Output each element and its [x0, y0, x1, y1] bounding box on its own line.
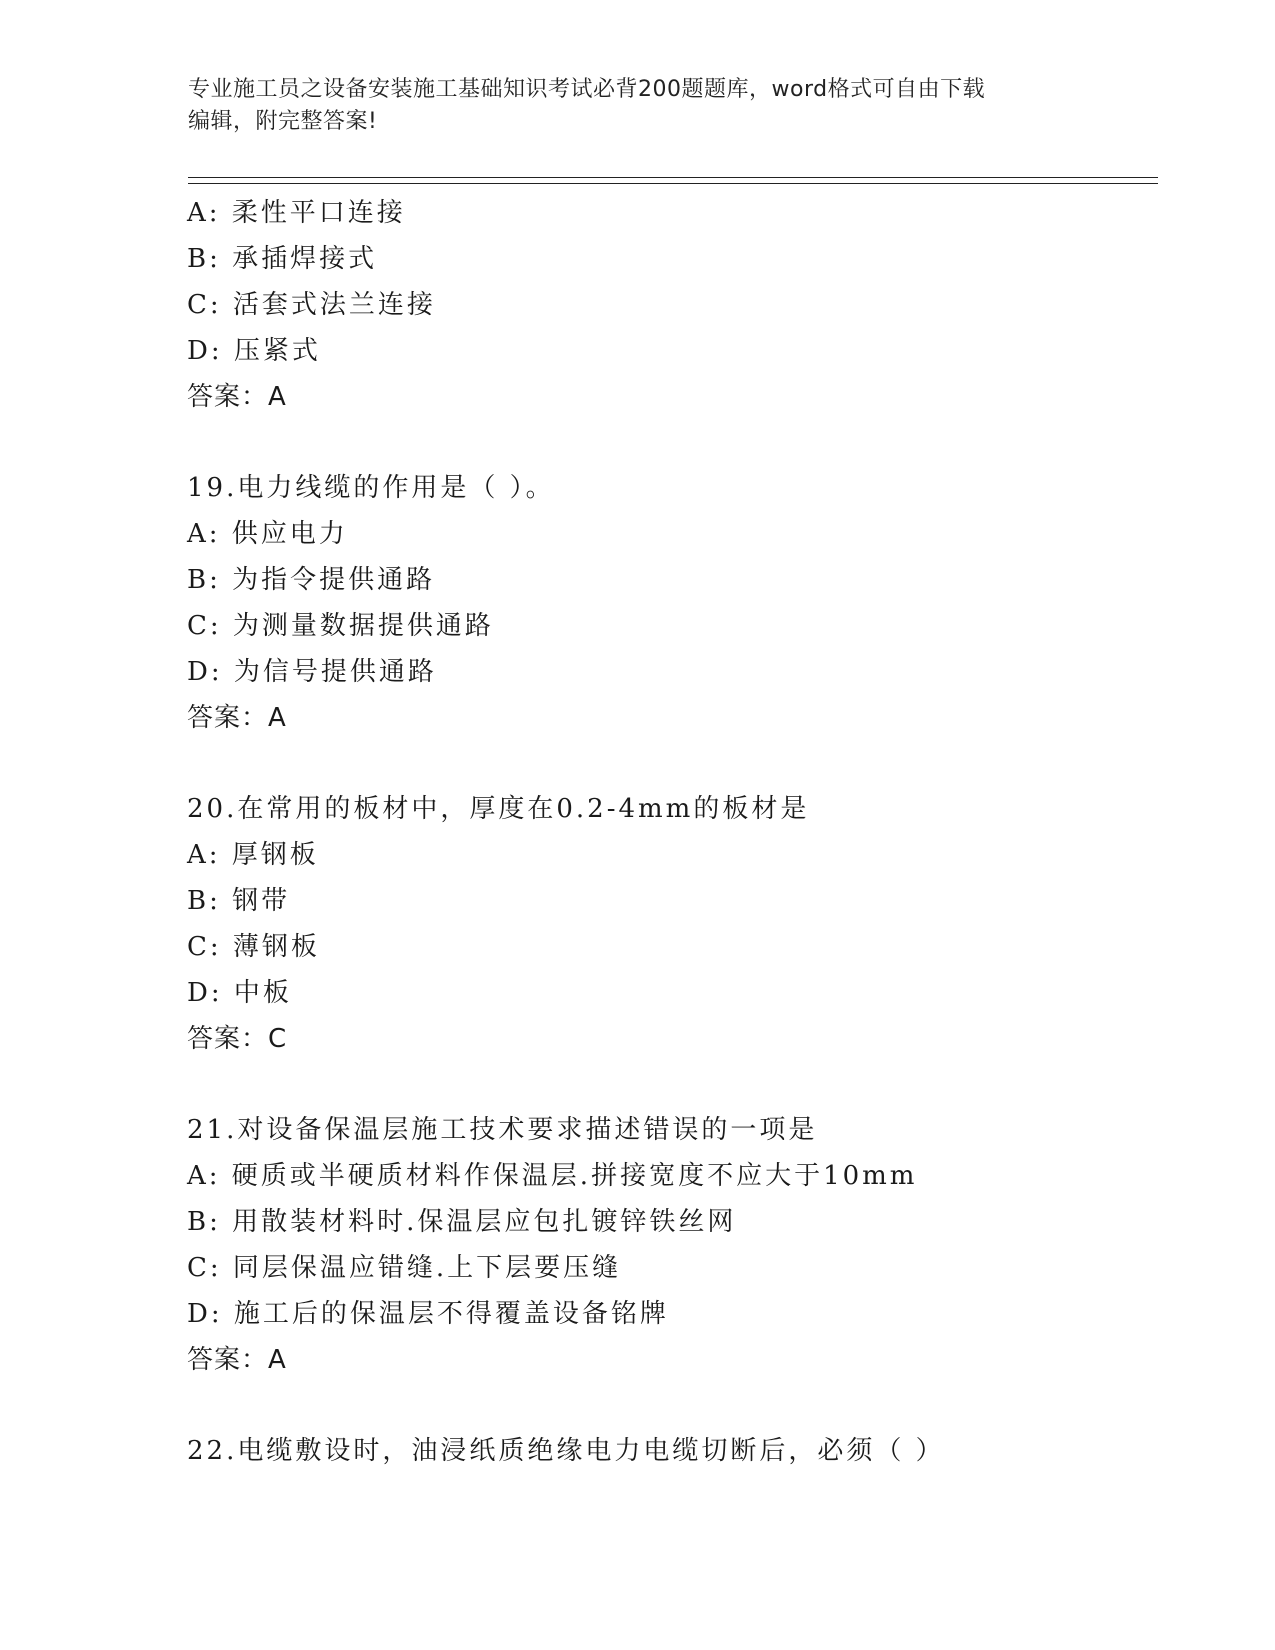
- option-c: C: 同层保温应错缝.上下层要压缝: [187, 1253, 622, 1283]
- option-a: A: 硬质或半硬质材料作保温层.拼接宽度不应大于10mm: [187, 1161, 918, 1191]
- option-b: B: 钢带: [187, 886, 291, 916]
- option-a: A: 柔性平口连接: [187, 198, 406, 228]
- question-18: [187, 190, 1187, 420]
- question-content: [187, 190, 1187, 1474]
- question-22: [187, 1428, 1187, 1474]
- header-title-line-1: 专业施工员之设备安装施工基础知识考试必背200题题库，word格式可自由下载: [188, 77, 986, 102]
- header-divider-top: [188, 177, 1158, 178]
- option-a: A: 供应电力: [187, 519, 348, 549]
- option-c: C: 活套式法兰连接: [187, 290, 436, 320]
- document-header: [188, 74, 1088, 138]
- option-a: A: 厚钢板: [187, 840, 319, 870]
- option-d: D: 压紧式: [187, 336, 321, 366]
- question-21: [187, 1107, 1187, 1383]
- option-b: B: 用散装材料时.保温层应包扎镀锌铁丝网: [187, 1207, 737, 1237]
- question-19: [187, 465, 1187, 741]
- question-text: 21.对设备保温层施工技术要求描述错误的一项是: [187, 1115, 818, 1145]
- header-divider-bottom: [188, 183, 1158, 184]
- answer-line: 答案：A: [187, 703, 287, 733]
- option-b: B: 为指令提供通路: [187, 565, 436, 595]
- option-d: D: 为信号提供通路: [187, 657, 437, 687]
- question-text: 20.在常用的板材中，厚度在0.2-4mm的板材是: [187, 794, 810, 824]
- question-text: 22.电缆敷设时，油浸纸质绝缘电力电缆切断后，必须（ ）: [187, 1436, 945, 1466]
- answer-line: 答案：A: [187, 382, 287, 412]
- answer-line: 答案：A: [187, 1345, 287, 1375]
- question-text: 19.电力线缆的作用是（ ）。: [187, 473, 555, 503]
- option-b: B: 承插焊接式: [187, 244, 378, 274]
- answer-line: 答案：C: [187, 1024, 288, 1054]
- option-c: C: 薄钢板: [187, 932, 320, 962]
- header-title-line-2: 编辑，附完整答案!: [188, 109, 378, 134]
- question-20: [187, 786, 1187, 1062]
- option-c: C: 为测量数据提供通路: [187, 611, 494, 641]
- option-d: D: 施工后的保温层不得覆盖设备铭牌: [187, 1299, 669, 1329]
- option-d: D: 中板: [187, 978, 292, 1008]
